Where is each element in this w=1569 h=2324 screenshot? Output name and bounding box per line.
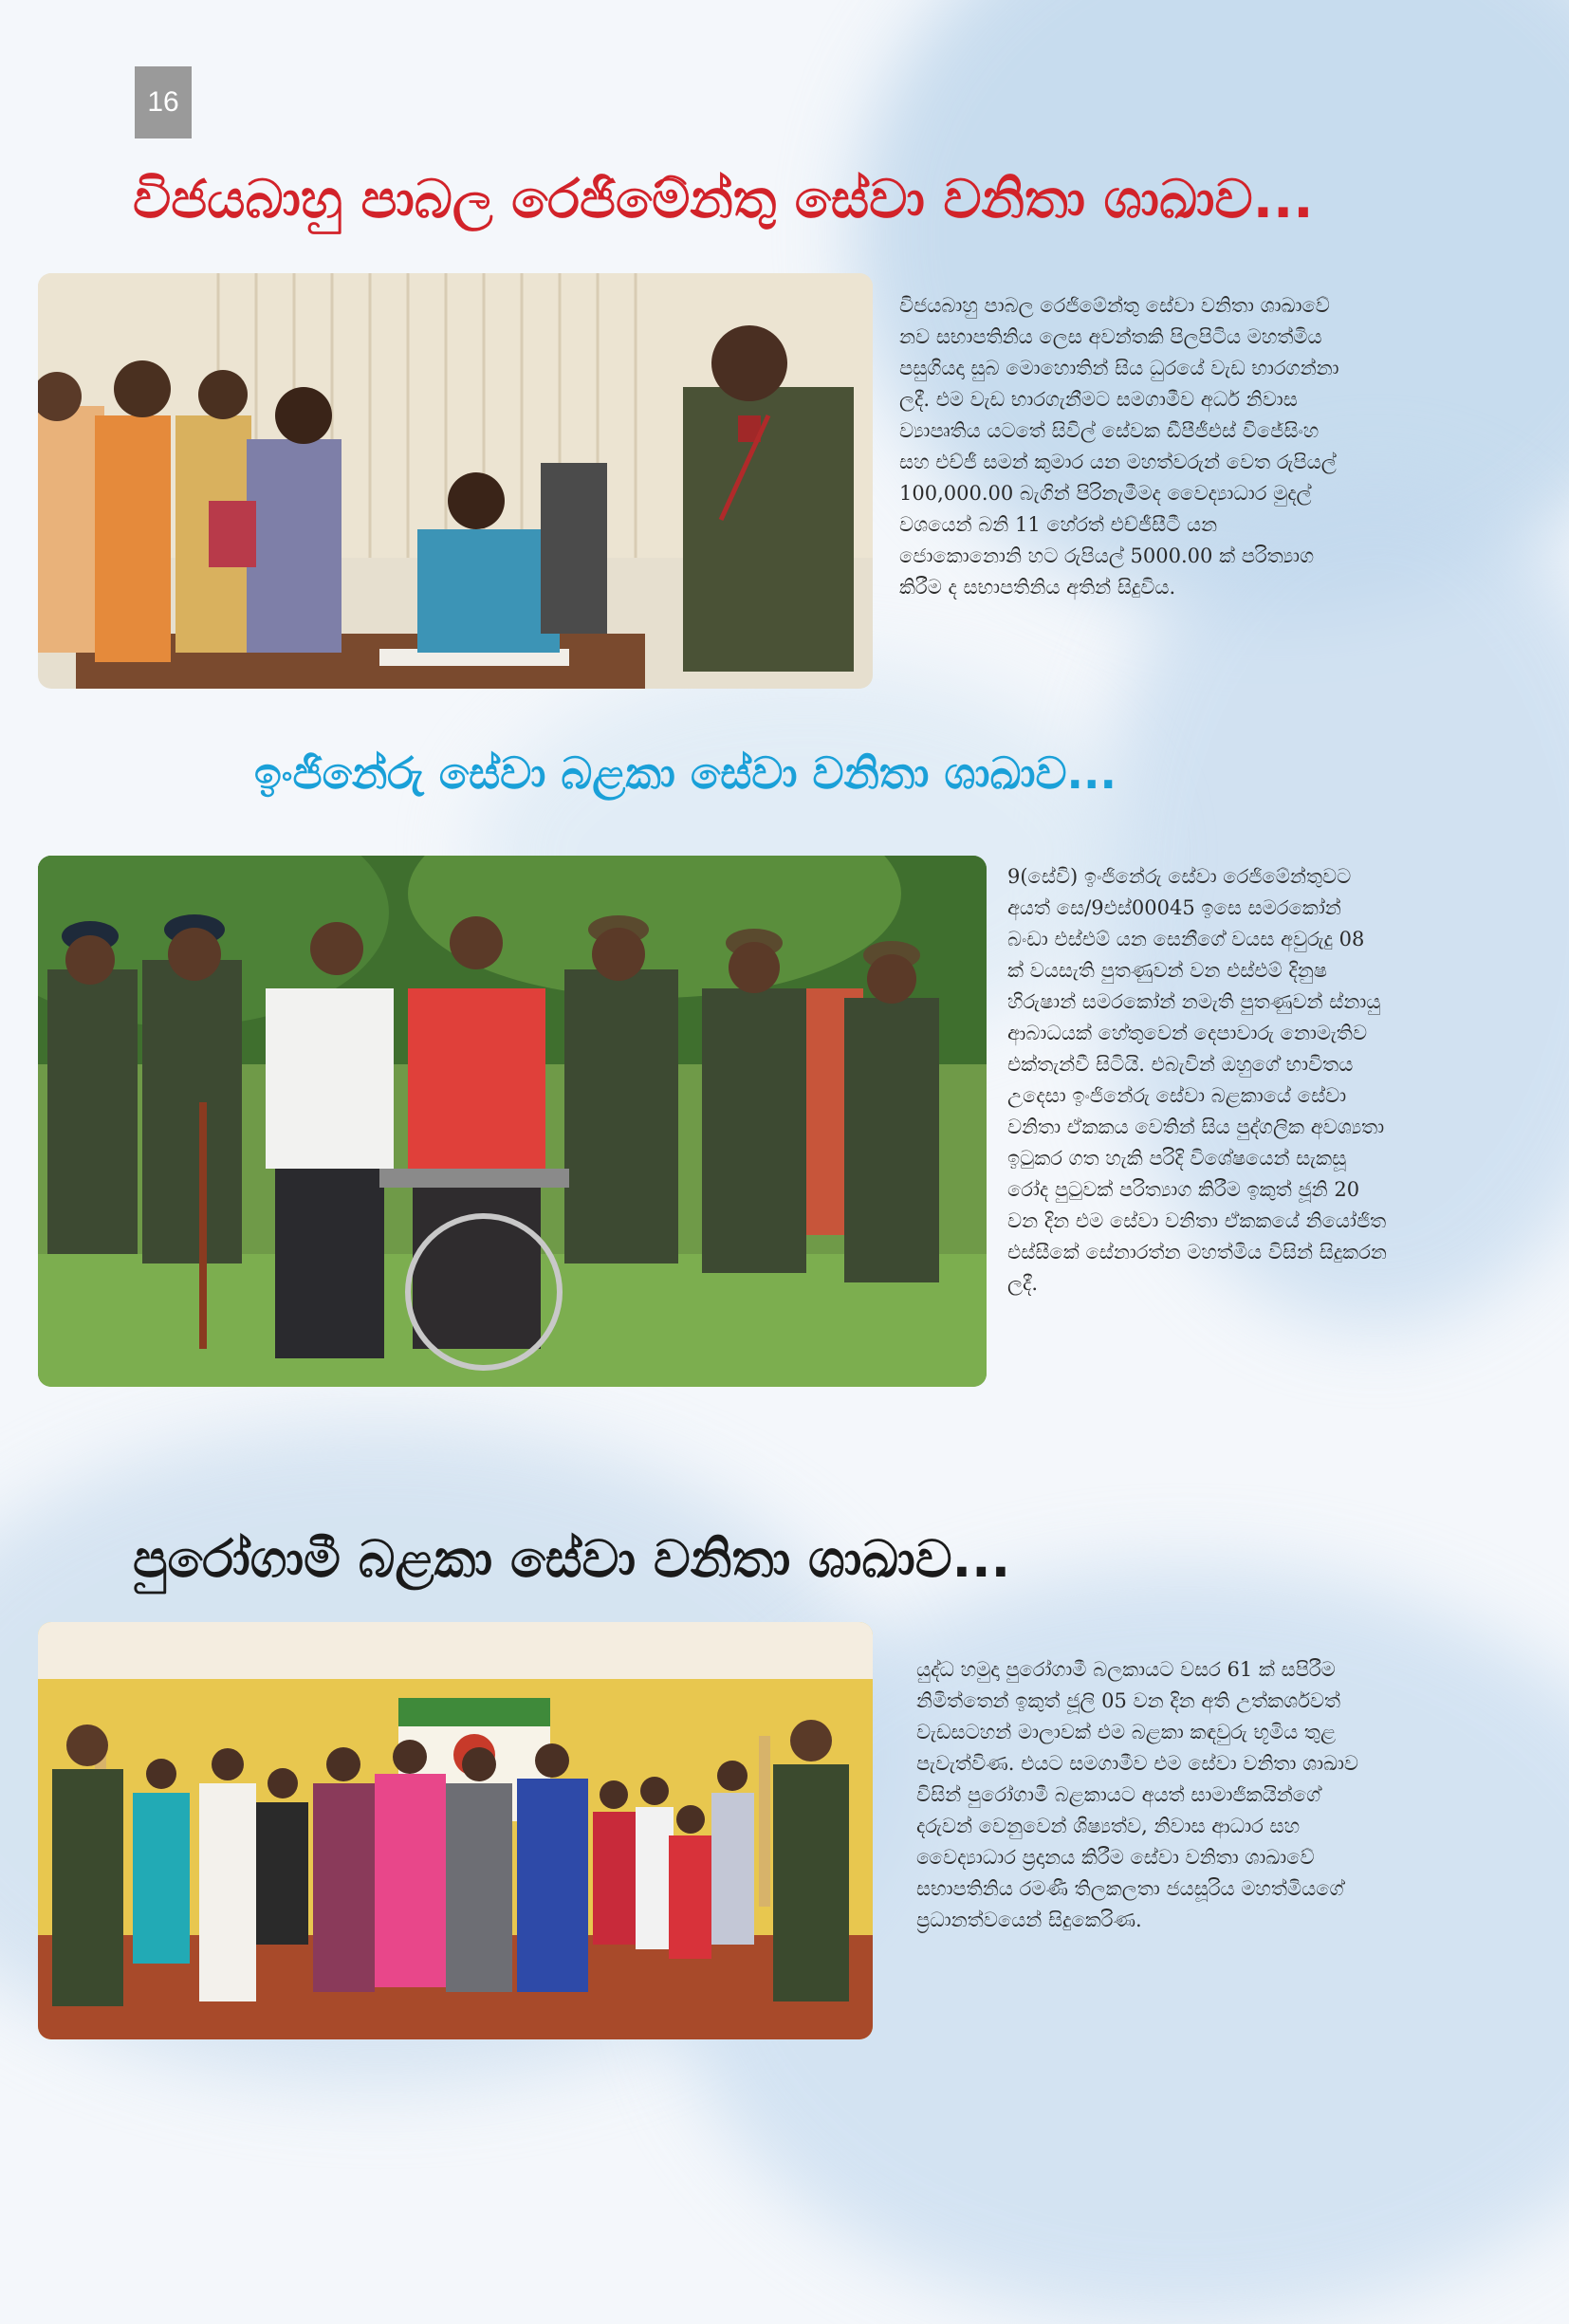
photo-signing-ceremony [38, 273, 873, 689]
section-body-engineers: 9(සේවි) ඉංජිනේරු සේවා රෙජිමේන්තුවට අයත් සෙ/9එස්00045 ඉසෙ සමරකෝන් බංඩා එස්එම් යන සෙනීගේ වයස අවුරුදු 08 ක් වයසැති පුතණුවන් වන එස්එම් දිනුෂ හිරුෂාන් සමරකෝන් නමැති පුතණුවන් ස්නායු ආබාධයක් හේතුවෙන් දෙපාවාරු නොමැතිව එක්තැන්වී සිටියි. එබැවින් ඔහුගේ භාවිතය උදෙසා ඉංජිනේරු සේවා බළකායේ සේවා වනිතා ඒකකය වෙතින් සිය පුද්ගලික අවශ්‍යතා ඉටුකර ගත හැකි පරිදි විශේෂයෙන් සැකසූ රෝද පුටුවක් පරිත්‍යාග කිරීම ඉකුත් ජූනි 20 වන දින එම සේවා වනිතා ඒකකයේ නියෝජිත එස්සීකේ සේනාරත්න මහත්මිය විසින් සිදුකරන ලදී. [1007, 865, 1387, 1295]
photo-wheelchair-donation [38, 856, 987, 1387]
page-number: 16 [135, 66, 192, 138]
section-heading-pioneer: පුරෝගාමී බළකා සේවා වනිතා ශාඛාව... [133, 1529, 1011, 1589]
photo-scholarship-group [38, 1622, 873, 2039]
section-heading-engineers: ඉංජිනේරු සේවා බළකා සේවා වනිතා ශාඛාව... [254, 747, 1117, 799]
section-body-vijayabahu: විජයබාහු පාබල රෙජිමේන්තු සේවා වනිතා ශාඛාවේ නව සභාපතිනිය ලෙස අවන්තකි පිලපිටිය මහත්මිය පසුගියදා සුබ මොහොතින් සිය ධුරයේ වැඩ භාරගන්නා ලදී. එම වැඩ භාරගැනීමට සමගාමීව අර්ධ නිවාස ව්‍යාපෘතිය යටතේ සිවිල් සේවක ඩීපීජීඑස් විජේසිංහ සහ එච්ජී සමන් කුමාර යන මහත්වරුන් වෙත රුපියල් 100,000.00 බැගින් පිරිනැමීමද වෛද්‍යාධාර මුදල් වශයෙන් බනි 11 හේරත් එච්ජීසීටී යන ජොකොනොනි හට රුපියල් 5000.00 ක් පරිත්‍යාග කිරීම ද සභාපතිනිය අතින් සිදුවිය. [899, 294, 1339, 599]
section-heading-vijayabahu: විජයබාහු පාබල රෙජිමේන්තු සේවා වනිතා ශාඛාව... [133, 169, 1314, 231]
section-body-pioneer: යුද්ධ හමුදා පුරෝගාමී බලකායට වසර 61 ක් සපිරීම නිමිත්තෙන් ඉකුත් ජූලි 05 වන දින අති උත්කර්ශවත් වැඩසටහන් මාලාවක් එම බළකා කඳවුරු භූමිය තුළ පැවැත්විණ. එයට සමගාමීව එම සේවා වනිතා ශාඛාව විසින් පුරෝගාමී බළකායට අයත් සාමාජිකයින්ගේ දරුවන් වෙනුවෙන් ශිෂ්‍යත්ව, නිවාස ආධාර සහ වෛද්‍යාධාර ප්‍රදානය කිරීම සේවා වනිතා ශාඛාවේ සභාපතිනිය රමණී තිලකලතා ජයසූරිය මහත්මියගේ ප්‍රධානත්වයෙන් සිදුකෙරිණ. [916, 1658, 1359, 1931]
